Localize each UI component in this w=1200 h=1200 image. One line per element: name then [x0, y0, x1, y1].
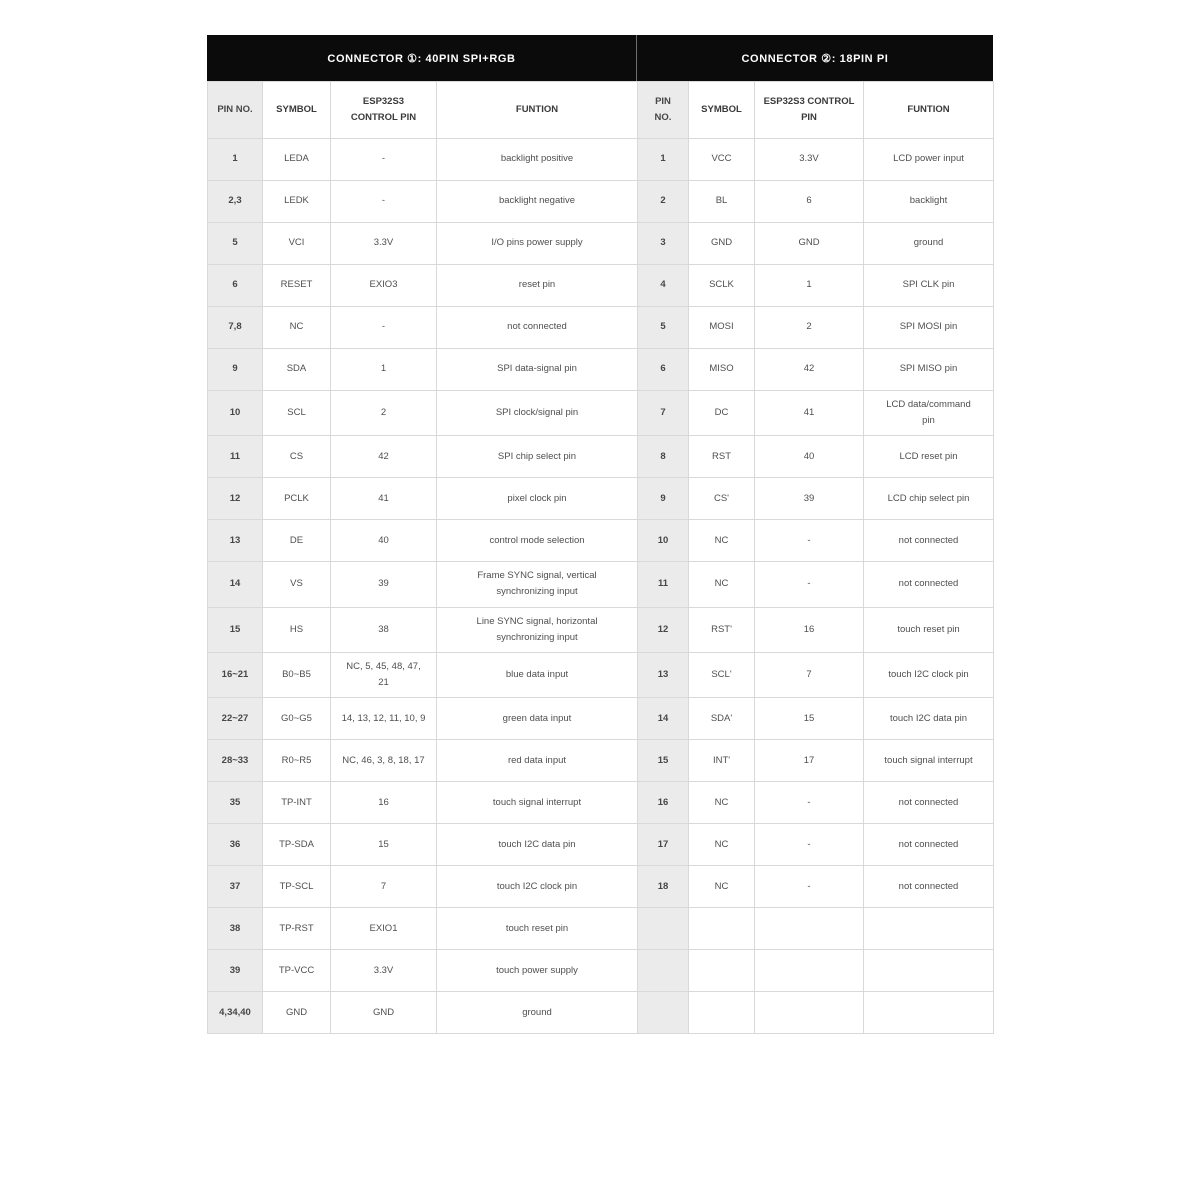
right-function-cell: touch I2C data pin	[864, 698, 994, 740]
pinout-table-body	[208, 139, 994, 1034]
right-function-cell: SPI MOSI pin	[864, 307, 994, 349]
right-control-pin-header: ESP32S3 CONTROL PIN	[755, 82, 864, 139]
left-symbol-cell: VS	[263, 562, 331, 607]
pinout-sheet	[207, 35, 993, 1034]
right-symbol-cell: SDA'	[689, 698, 755, 740]
right-pin-cell: 8	[638, 436, 689, 478]
left-function-cell: blue data input	[437, 652, 638, 697]
right-pin-cell: 5	[638, 307, 689, 349]
left-pin-cell: 15	[208, 607, 263, 652]
right-function-cell: ground	[864, 223, 994, 265]
left-control-pin-cell: NC, 46, 3, 8, 18, 17	[331, 740, 437, 782]
right-pin-cell: 9	[638, 478, 689, 520]
left-control-pin-header: ESP32S3 CONTROL PIN	[331, 82, 437, 139]
right-symbol-cell: NC	[689, 520, 755, 562]
left-control-pin-cell: 40	[331, 520, 437, 562]
right-function-header: FUNTION	[864, 82, 994, 139]
left-pin-cell: 36	[208, 824, 263, 866]
right-function-cell	[864, 950, 994, 992]
table-row	[208, 391, 994, 436]
left-function-cell: control mode selection	[437, 520, 638, 562]
right-control-pin-cell: 39	[755, 478, 864, 520]
table-row	[208, 562, 994, 607]
right-function-cell: not connected	[864, 562, 994, 607]
left-function-cell: I/O pins power supply	[437, 223, 638, 265]
table-row	[208, 782, 994, 824]
left-pin-cell: 35	[208, 782, 263, 824]
right-control-pin-cell: 15	[755, 698, 864, 740]
left-pin-no-header: PIN NO.	[208, 82, 263, 139]
left-symbol-cell: TP-SDA	[263, 824, 331, 866]
right-pin-cell: 13	[638, 652, 689, 697]
right-pin-cell: 14	[638, 698, 689, 740]
left-symbol-cell: B0~B5	[263, 652, 331, 697]
right-control-pin-cell	[755, 908, 864, 950]
left-control-pin-cell: 42	[331, 436, 437, 478]
right-function-cell: not connected	[864, 782, 994, 824]
right-symbol-cell: CS'	[689, 478, 755, 520]
left-control-pin-cell: -	[331, 307, 437, 349]
table-row	[208, 139, 994, 181]
left-symbol-cell: SDA	[263, 349, 331, 391]
right-control-pin-cell: 2	[755, 307, 864, 349]
left-pin-cell: 10	[208, 391, 263, 436]
right-pin-cell: 16	[638, 782, 689, 824]
left-function-cell: SPI clock/signal pin	[437, 391, 638, 436]
right-pin-cell: 4	[638, 265, 689, 307]
connector-title-band	[207, 35, 993, 81]
header-row	[208, 82, 994, 139]
left-symbol-cell: R0~R5	[263, 740, 331, 782]
right-symbol-cell: RST'	[689, 607, 755, 652]
table-row	[208, 698, 994, 740]
left-symbol-cell: LEDK	[263, 181, 331, 223]
left-symbol-cell: SCL	[263, 391, 331, 436]
left-pin-cell: 39	[208, 950, 263, 992]
right-symbol-cell: GND	[689, 223, 755, 265]
right-symbol-cell: MOSI	[689, 307, 755, 349]
left-pin-cell: 22~27	[208, 698, 263, 740]
right-pin-cell: 2	[638, 181, 689, 223]
right-pin-cell	[638, 950, 689, 992]
left-control-pin-cell: EXIO1	[331, 908, 437, 950]
table-row	[208, 908, 994, 950]
right-pin-cell: 6	[638, 349, 689, 391]
left-function-cell: Line SYNC signal, horizontal synchronizing input	[437, 607, 638, 652]
right-pin-cell: 12	[638, 607, 689, 652]
right-pin-cell: 3	[638, 223, 689, 265]
right-pin-cell: 11	[638, 562, 689, 607]
right-control-pin-cell: 40	[755, 436, 864, 478]
left-control-pin-cell: 14, 13, 12, 11, 10, 9	[331, 698, 437, 740]
right-pin-no-header: PIN NO.	[638, 82, 689, 139]
left-pin-cell: 4,34,40	[208, 992, 263, 1034]
right-control-pin-cell: 3.3V	[755, 139, 864, 181]
left-function-cell: not connected	[437, 307, 638, 349]
left-control-pin-cell: -	[331, 139, 437, 181]
right-control-pin-cell: 7	[755, 652, 864, 697]
right-control-pin-cell: 42	[755, 349, 864, 391]
right-symbol-cell: NC	[689, 824, 755, 866]
right-control-pin-cell: 16	[755, 607, 864, 652]
left-symbol-cell: VCI	[263, 223, 331, 265]
right-symbol-cell	[689, 950, 755, 992]
left-function-cell: touch I2C clock pin	[437, 866, 638, 908]
right-pin-cell: 7	[638, 391, 689, 436]
left-symbol-cell: NC	[263, 307, 331, 349]
left-function-cell: Frame SYNC signal, vertical synchronizing input	[437, 562, 638, 607]
left-pin-cell: 11	[208, 436, 263, 478]
left-symbol-cell: PCLK	[263, 478, 331, 520]
table-row	[208, 349, 994, 391]
left-pin-cell: 37	[208, 866, 263, 908]
right-control-pin-cell: -	[755, 562, 864, 607]
left-function-cell: touch power supply	[437, 950, 638, 992]
left-control-pin-cell: EXIO3	[331, 265, 437, 307]
right-control-pin-cell: -	[755, 866, 864, 908]
right-symbol-cell: NC	[689, 866, 755, 908]
right-symbol-cell: BL	[689, 181, 755, 223]
left-symbol-cell: DE	[263, 520, 331, 562]
table-row	[208, 992, 994, 1034]
left-pin-cell: 28~33	[208, 740, 263, 782]
left-control-pin-cell: 3.3V	[331, 950, 437, 992]
right-symbol-cell: DC	[689, 391, 755, 436]
right-control-pin-cell: 1	[755, 265, 864, 307]
right-symbol-cell: NC	[689, 782, 755, 824]
right-function-cell: not connected	[864, 866, 994, 908]
left-pin-cell: 14	[208, 562, 263, 607]
right-control-pin-cell: -	[755, 824, 864, 866]
left-function-cell: red data input	[437, 740, 638, 782]
connector2-title: CONNECTOR ②: 18PIN PI	[741, 52, 889, 65]
left-function-cell: SPI chip select pin	[437, 436, 638, 478]
right-function-cell	[864, 908, 994, 950]
table-row	[208, 866, 994, 908]
left-symbol-header: SYMBOL	[263, 82, 331, 139]
right-control-pin-cell	[755, 992, 864, 1034]
right-symbol-cell: VCC	[689, 139, 755, 181]
table-row	[208, 265, 994, 307]
right-pin-cell: 10	[638, 520, 689, 562]
left-pin-cell: 13	[208, 520, 263, 562]
right-function-cell: touch I2C clock pin	[864, 652, 994, 697]
right-control-pin-cell: 6	[755, 181, 864, 223]
left-function-cell: ground	[437, 992, 638, 1034]
right-control-pin-cell: GND	[755, 223, 864, 265]
table-row	[208, 181, 994, 223]
table-row	[208, 950, 994, 992]
left-pin-cell: 1	[208, 139, 263, 181]
left-symbol-cell: TP-RST	[263, 908, 331, 950]
right-symbol-cell: INT'	[689, 740, 755, 782]
left-control-pin-cell: -	[331, 181, 437, 223]
left-function-header: FUNTION	[437, 82, 638, 139]
left-control-pin-cell: 41	[331, 478, 437, 520]
right-control-pin-cell: 41	[755, 391, 864, 436]
left-symbol-cell: HS	[263, 607, 331, 652]
right-control-pin-cell	[755, 950, 864, 992]
left-pin-cell: 38	[208, 908, 263, 950]
table-row	[208, 607, 994, 652]
table-row	[208, 652, 994, 697]
right-function-cell	[864, 992, 994, 1034]
right-symbol-cell	[689, 908, 755, 950]
left-function-cell: SPI data-signal pin	[437, 349, 638, 391]
left-symbol-cell: LEDA	[263, 139, 331, 181]
right-control-pin-cell: 17	[755, 740, 864, 782]
right-function-cell: SPI MISO pin	[864, 349, 994, 391]
right-pin-cell: 15	[638, 740, 689, 782]
right-function-cell: LCD chip select pin	[864, 478, 994, 520]
left-pin-cell: 12	[208, 478, 263, 520]
right-pin-cell: 17	[638, 824, 689, 866]
right-function-cell: not connected	[864, 824, 994, 866]
left-symbol-cell: G0~G5	[263, 698, 331, 740]
table-row	[208, 478, 994, 520]
left-function-cell: backlight negative	[437, 181, 638, 223]
left-control-pin-cell: 38	[331, 607, 437, 652]
table-row	[208, 740, 994, 782]
table-row	[208, 307, 994, 349]
left-control-pin-cell: NC, 5, 45, 48, 47, 21	[331, 652, 437, 697]
right-pin-cell	[638, 908, 689, 950]
right-function-cell: LCD reset pin	[864, 436, 994, 478]
left-function-cell: touch I2C data pin	[437, 824, 638, 866]
right-function-cell: touch signal interrupt	[864, 740, 994, 782]
right-pin-cell: 18	[638, 866, 689, 908]
pinout-table-header	[208, 82, 994, 139]
left-symbol-cell: TP-SCL	[263, 866, 331, 908]
right-symbol-header: SYMBOL	[689, 82, 755, 139]
right-function-cell: not connected	[864, 520, 994, 562]
table-row	[208, 223, 994, 265]
connector1-title: CONNECTOR ①: 40PIN SPI+RGB	[207, 35, 637, 81]
left-pin-cell: 9	[208, 349, 263, 391]
left-pin-cell: 6	[208, 265, 263, 307]
left-pin-cell: 16~21	[208, 652, 263, 697]
left-function-cell: backlight positive	[437, 139, 638, 181]
right-function-cell: LCD data/command pin	[864, 391, 994, 436]
left-control-pin-cell: 1	[331, 349, 437, 391]
left-symbol-cell: GND	[263, 992, 331, 1034]
left-control-pin-cell: 7	[331, 866, 437, 908]
left-control-pin-cell: 2	[331, 391, 437, 436]
left-pin-cell: 2,3	[208, 181, 263, 223]
right-function-cell: LCD power input	[864, 139, 994, 181]
left-pin-cell: 5	[208, 223, 263, 265]
left-function-cell: green data input	[437, 698, 638, 740]
right-symbol-cell: SCLK	[689, 265, 755, 307]
right-symbol-cell: SCL'	[689, 652, 755, 697]
right-symbol-cell: MISO	[689, 349, 755, 391]
left-symbol-cell: CS	[263, 436, 331, 478]
left-function-cell: touch signal interrupt	[437, 782, 638, 824]
left-pin-cell: 7,8	[208, 307, 263, 349]
right-function-cell: touch reset pin	[864, 607, 994, 652]
left-symbol-cell: TP-INT	[263, 782, 331, 824]
left-control-pin-cell: GND	[331, 992, 437, 1034]
table-row	[208, 824, 994, 866]
table-row	[208, 436, 994, 478]
left-function-cell: reset pin	[437, 265, 638, 307]
right-control-pin-cell: -	[755, 782, 864, 824]
right-function-cell: SPI CLK pin	[864, 265, 994, 307]
pinout-table	[207, 81, 994, 1034]
right-pin-cell: 1	[638, 139, 689, 181]
left-function-cell: touch reset pin	[437, 908, 638, 950]
right-symbol-cell	[689, 992, 755, 1034]
left-symbol-cell: RESET	[263, 265, 331, 307]
right-control-pin-cell: -	[755, 520, 864, 562]
right-function-cell: backlight	[864, 181, 994, 223]
left-control-pin-cell: 15	[331, 824, 437, 866]
table-row	[208, 520, 994, 562]
right-pin-cell	[638, 992, 689, 1034]
left-symbol-cell: TP-VCC	[263, 950, 331, 992]
right-symbol-cell: RST	[689, 436, 755, 478]
left-control-pin-cell: 16	[331, 782, 437, 824]
left-function-cell: pixel clock pin	[437, 478, 638, 520]
right-symbol-cell: NC	[689, 562, 755, 607]
left-control-pin-cell: 3.3V	[331, 223, 437, 265]
left-control-pin-cell: 39	[331, 562, 437, 607]
